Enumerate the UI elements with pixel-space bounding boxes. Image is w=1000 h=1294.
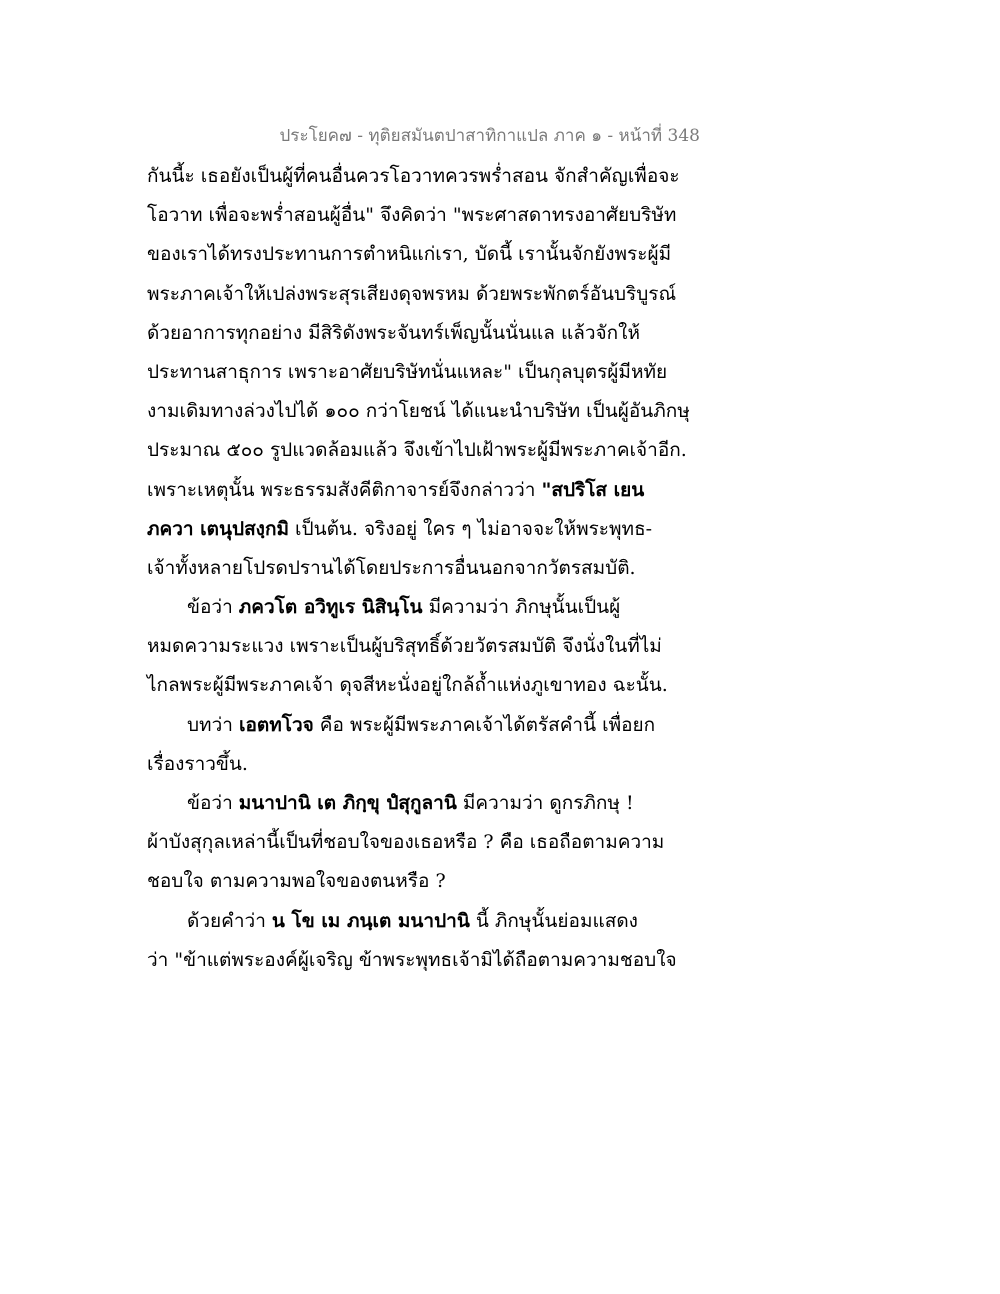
text-line [147,902,707,941]
text-segment: หมดความระแวง เพราะเป็นผู้บริสุทธิ์ด้วยวัตรสมบัติ จึงนั่งในที่ไม่ [147,635,662,658]
text-segment: ชอบใจ ตามความพอใจของตนหรือ ? [147,870,446,893]
text-line [147,392,707,431]
text-segment: มีความว่า ดูกรภิกษุ ! [456,792,634,814]
text-segment: ไกลพระผู้มีพระภาคเจ้า ดุจสีหะนั่งอยู่ใกล้ถ้ำแห่งภูเขาทอง ฉะนั้น. [147,674,668,697]
text-segment: ด้วยอาการทุกอย่าง มีสิริดังพระจันทร์เพ็ญนั้นนั่นแล แล้วจักให้ [147,321,640,344]
text-line [147,549,707,588]
text-segment: ของเราได้ทรงประทานการตำหนิแก่เรา, บัดนี้ เรานั้นจักยังพระผู้มี [147,243,672,266]
text-line [147,823,707,862]
text-line [147,196,707,235]
text-segment: เจ้าทั้งหลายโปรดปรานได้โดยประการอื่นนอกจากวัตรสมบัติ. [147,556,636,579]
text-line [147,706,707,745]
text-segment: กันนี้ะ เธอยังเป็นผู้ที่คนอื่นควรโอวาทควรพร่ำสอน จักสำคัญเพื่อจะ [147,165,680,187]
text-segment: พระภาคเจ้าให้เปล่งพระสุรเสียงดุจพรหม ด้วยพระพักตร์อันบริบูรณ์ [147,282,677,305]
text-line [147,314,707,353]
text-line [147,510,707,549]
text-line [147,275,707,314]
pali-term: น โข เม ภนฺเต มนาปานิ [271,909,470,932]
text-segment: ข้อว่า [187,596,239,619]
text-line [147,784,707,823]
text-segment: เป็นต้น. จริงอยู่ ใคร ๆ ไม่อาจจะให้พระพุทธ- [288,517,653,540]
text-line [147,353,707,392]
text-line [147,862,707,901]
text-segment: ผ้าบังสุกุลเหล่านี้เป็นที่ชอบใจของเธอหรือ ? คือ เธอถือตามความ [147,831,665,854]
text-segment: นี้ ภิกษุนั้นย่อมแสดง [469,909,638,932]
text-segment: ข้อว่า [187,792,239,814]
text-segment: เพราะเหตุนั้น พระธรรมสังคีติกาจารย์จึงกล่าวว่า [147,478,542,501]
body-text [147,157,707,980]
text-line [147,471,707,510]
text-line [147,745,707,784]
text-segment: ประทานสาธุการ เพราะอาศัยบริษัทนั่นแหละ" เป็นกุลบุตรผู้มีหทัย [147,360,668,383]
running-header: ประโยค๗ - ทุติยสมันตปาสาทิกาแปล ภาค ๑ - หน้าที่ 348 [279,126,700,146]
text-segment: บทว่า [187,713,239,736]
text-line [147,941,707,980]
pali-term: ภควา เตนุปสงฺกมิ [147,517,289,540]
text-segment: ว่า "ข้าแต่พระองค์ผู้เจริญ ข้าพระพุทธเจ้ามิได้ถือตามความชอบใจ [147,948,677,971]
text-segment: โอวาท เพื่อจะพร่ำสอนผู้อื่น" จึงคิดว่า "พระศาสดาทรงอาศัยบริษัท [147,204,677,227]
pali-term: เอตทโวจ [238,713,314,736]
text-line [147,157,707,196]
text-segment: ด้วยคำว่า [187,909,272,932]
text-segment: เรื่องราวขึ้น. [147,752,248,775]
text-segment: ประมาณ ๕๐๐ รูปแวดล้อมแล้ว จึงเข้าไปเฝ้าพระผู้มีพระภาคเจ้าอีก. [147,439,687,462]
pali-term: "สปริโส เยน [541,478,645,501]
text-line [147,235,707,274]
text-segment: งามเดิมทางล่วงไปได้ ๑๐๐ กว่าโยชน์ ได้แนะนำบริษัท เป็นผู้อันภิกษุ [147,400,690,423]
text-line [147,588,707,627]
pali-term: มนาปานิ เต ภิกฺขุ ปํสุกูลานิ [238,792,457,814]
text-line [147,666,707,705]
text-segment: มีความว่า ภิกษุนั้นเป็นผู้ [422,596,621,619]
text-segment: คือ พระผู้มีพระภาคเจ้าได้ตรัสคำนี้ เพื่อยก [313,713,656,736]
text-line [147,627,707,666]
text-line [147,431,707,470]
pali-term: ภควโต อวิทูเร นิสินฺโน [238,596,423,619]
